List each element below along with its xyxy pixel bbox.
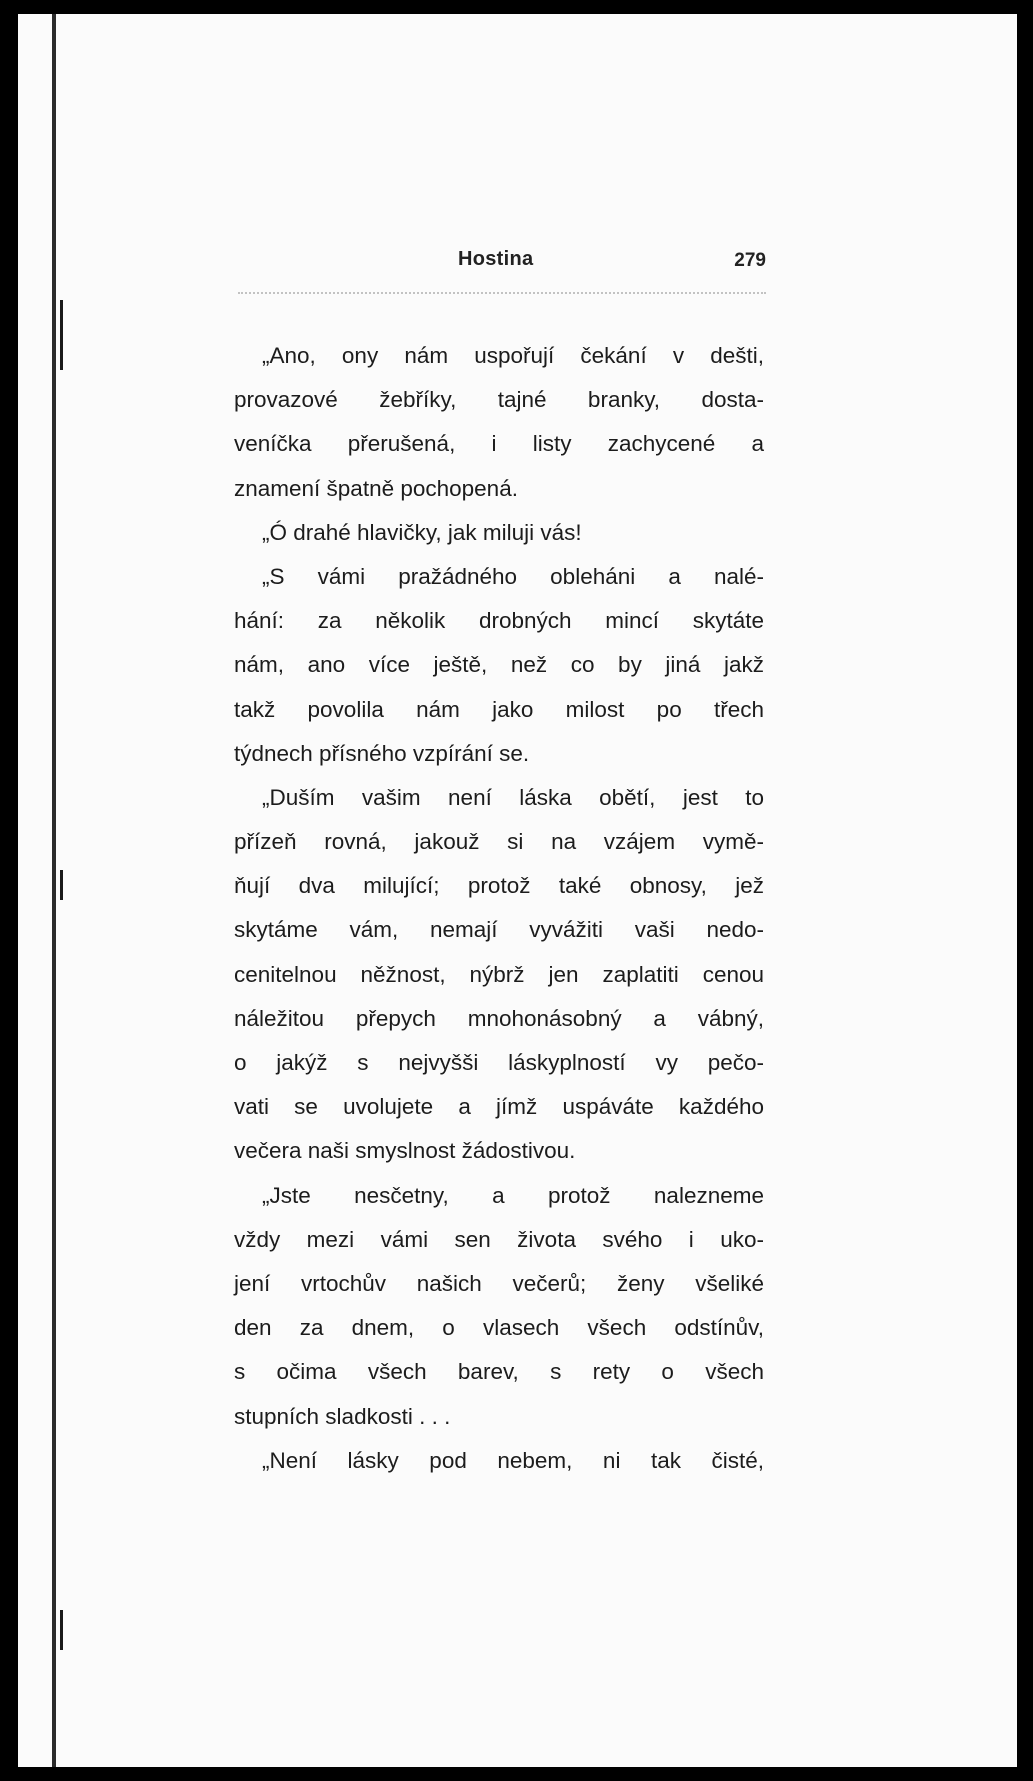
text-line: „Ano, ony nám uspořují čekání v dešti, [262, 343, 764, 368]
binding-mark [60, 870, 63, 900]
text-line: takž povolila nám jako milost po třech [234, 696, 764, 722]
running-title: Hostina [458, 248, 534, 270]
text-line: veníčka přerušená, i listy zachycené a [234, 431, 764, 457]
text-line: den za dnem, o vlasech všech odstínův, [234, 1315, 764, 1341]
text-line: „Duším vašim není láska obětí, jest to [262, 784, 764, 810]
text-line: ňují dva milující; protož také obnosy, jež [234, 873, 764, 899]
text-line: s očima všech barev, s rety o všech [234, 1359, 764, 1385]
text-line: provazové žebříky, tajné branky, dosta- [234, 387, 764, 413]
binding-mark [60, 1610, 63, 1650]
page-number: 279 [734, 250, 766, 271]
text-line: „Jste nesčetny, a protož nalezneme [262, 1182, 764, 1208]
text-line: hání: za několik drobných mincí skytáte [234, 608, 764, 634]
text-line: jení vrtochův našich večerů; ženy všeliké [234, 1270, 764, 1296]
text-line: cenitelnou něžnost, nýbrž jen zaplatiti cenou [234, 961, 764, 987]
text-line: večera naši smyslnost žádostivou. [234, 1138, 576, 1164]
page-header [230, 246, 766, 276]
text-line: přízeň rovná, jakouž si na vzájem vymě- [234, 829, 764, 855]
text-line: týdnech přísného vzpírání se. [234, 740, 530, 766]
text-line: skytáme vám, nemají vyvážiti vaši nedo- [234, 917, 764, 943]
text-line: znamení špatně pochopená. [234, 475, 518, 501]
header-rule [238, 292, 766, 294]
text-line: nám, ano více ještě, než co by jiná jakž [234, 652, 764, 678]
body-text [234, 334, 764, 1483]
page-binding-edge [52, 14, 56, 1767]
binding-mark [60, 300, 63, 370]
text-line: stupních sladkosti . . . [234, 1403, 451, 1429]
text-line: vždy mezi vámi sen života svého i uko- [234, 1226, 764, 1252]
text-line: „Není lásky pod nebem, ni tak čisté, [262, 1447, 764, 1473]
text-line: „S vámi pražádného obleháni a nalé- [262, 563, 764, 589]
text-line: „Ó drahé hlavičky, jak miluji vás! [262, 519, 582, 545]
text-line: o jakýž s nejvyšši láskyplností vy pečo- [234, 1050, 764, 1075]
text-line: vati se uvolujete a jímž uspáváte každého [234, 1094, 764, 1120]
text-line: náležitou přepych mnohonásobný a vábný, [234, 1005, 764, 1031]
